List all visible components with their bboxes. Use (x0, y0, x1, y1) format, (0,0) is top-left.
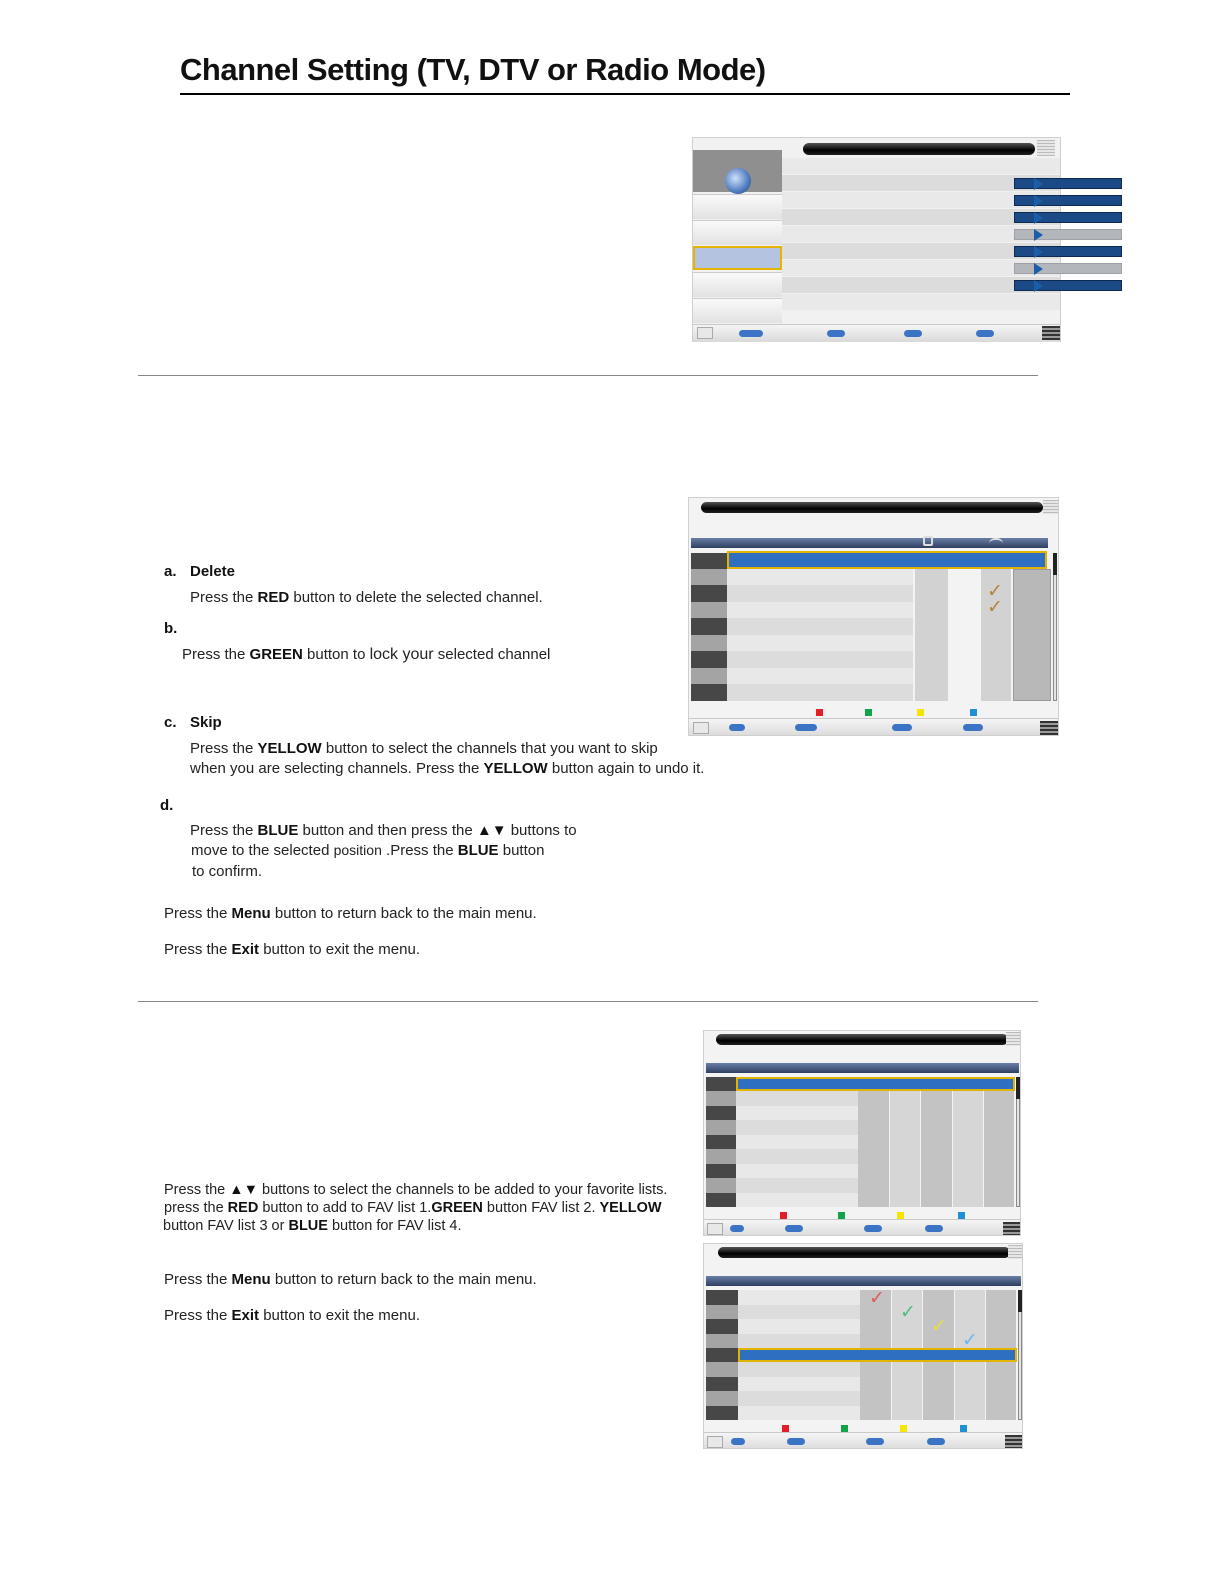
table-row[interactable] (738, 1362, 860, 1377)
menu-row[interactable] (782, 192, 1060, 208)
table-row[interactable] (736, 1149, 858, 1164)
menu-side-item[interactable] (693, 220, 782, 245)
menu-row-bar (1014, 280, 1122, 291)
nav-button[interactable] (739, 330, 763, 337)
menu-side-item[interactable] (693, 298, 782, 323)
channel-number-cell (706, 1178, 736, 1193)
menu-row-bar (1014, 212, 1122, 223)
table-row[interactable] (727, 635, 913, 651)
table-row[interactable] (738, 1290, 860, 1305)
function-button[interactable] (864, 1225, 882, 1232)
channel-number-cell (691, 651, 727, 668)
fav3-check-icon: ✓ (931, 1315, 947, 1337)
table-row[interactable] (736, 1135, 858, 1149)
menu-row-bar (1014, 246, 1122, 257)
yellow-key-icon (900, 1425, 907, 1432)
channel-number-cell (706, 1319, 738, 1334)
channel-number-cell (691, 569, 727, 585)
table-row[interactable] (738, 1391, 860, 1406)
arrow-right-icon (1034, 263, 1043, 275)
title-rule (180, 93, 1070, 95)
menu-row (782, 294, 1060, 310)
table-row[interactable] (727, 569, 913, 585)
blue-key-icon (970, 709, 977, 716)
channel-number-cell (706, 1334, 738, 1348)
favorite-list-result-screenshot (703, 1243, 1023, 1449)
channel-number-cell (691, 618, 727, 635)
fav2-column (890, 1091, 920, 1207)
menu-row-bar (1014, 195, 1122, 206)
channel-number-cell (706, 1164, 736, 1178)
item-marker: a. (164, 563, 177, 580)
table-row[interactable] (736, 1120, 858, 1135)
selected-channel-row[interactable] (727, 551, 1047, 569)
table-row[interactable] (738, 1305, 860, 1319)
table-row[interactable] (736, 1106, 858, 1120)
table-bottom-bar (689, 718, 1058, 736)
table-header (706, 1276, 1021, 1286)
channel-number-cell (706, 1290, 738, 1305)
channel-number-cell (691, 684, 727, 701)
table-row[interactable] (727, 684, 913, 701)
arrow-right-icon (1034, 280, 1043, 292)
table-row[interactable] (738, 1319, 860, 1334)
menu-instruction: Press the Menu button to return back to the main menu. (164, 905, 537, 922)
table-title-bar (718, 1247, 1010, 1258)
item-marker: b. (164, 620, 178, 637)
nav-button[interactable] (731, 1438, 745, 1445)
table-header (706, 1063, 1019, 1073)
table-row[interactable] (738, 1334, 860, 1348)
extra-column (984, 1091, 1014, 1207)
table-row[interactable] (727, 602, 913, 618)
menu-side-item[interactable] (693, 194, 782, 219)
fav4-column (953, 1091, 983, 1207)
table-bottom-bar (704, 1219, 1020, 1236)
arrow-right-icon (1034, 195, 1043, 207)
scrollbar[interactable] (1053, 553, 1057, 701)
menu-row[interactable] (782, 277, 1060, 293)
arrow-right-icon (1034, 246, 1043, 258)
channel-number-cell (706, 1135, 736, 1149)
table-row[interactable] (727, 585, 913, 602)
red-key-icon (782, 1425, 789, 1432)
channel-number-cell (706, 1391, 738, 1406)
item-name: Skip (190, 714, 222, 731)
table-row[interactable] (736, 1193, 858, 1207)
menu-row[interactable] (782, 175, 1060, 191)
grid-icon (1042, 326, 1060, 340)
lock-text: Press the GREEN button to lock your selected channel (182, 646, 551, 663)
menu-row (782, 158, 1060, 174)
function-button[interactable] (827, 330, 845, 337)
channel-number-cell (706, 1091, 736, 1106)
delete-text: Press the RED button to delete the selected channel. (190, 589, 543, 606)
table-title-bar (701, 502, 1043, 513)
menu-row-bar (1014, 178, 1122, 189)
channel-number-cell (691, 635, 727, 651)
channel-number-cell (706, 1077, 736, 1091)
menu-icon (697, 327, 713, 339)
page-title: Channel Setting (TV, DTV or Radio Mode) (180, 52, 766, 87)
nav-button[interactable] (729, 724, 745, 731)
move-text-3: to confirm. (192, 863, 263, 880)
menu-title-bar (803, 143, 1035, 155)
menu-side-item[interactable] (693, 272, 782, 297)
menu-row[interactable] (782, 243, 1060, 259)
selected-channel-row[interactable] (736, 1077, 1015, 1091)
channel-number-cell (706, 1362, 738, 1377)
skip-check-icon: ✓ (987, 596, 1003, 618)
exit-instruction: Press the Exit button to exit the menu. (164, 941, 420, 958)
menu-side-header (693, 150, 782, 192)
channel-edit-screenshot (688, 497, 1059, 736)
yellow-key-icon (917, 709, 924, 716)
skip-icon (989, 538, 1003, 547)
function-button[interactable] (904, 330, 922, 337)
table-corner-icon (1043, 500, 1059, 514)
side-panel (1013, 569, 1051, 701)
menu-row-bar (1014, 263, 1122, 274)
fav1-check-icon: ✓ (869, 1287, 885, 1309)
table-corner-icon (1006, 1032, 1021, 1046)
fav-text-3: button FAV list 3 or BLUE button for FAV list 4. (163, 1218, 462, 1234)
channel-number-cell (706, 1348, 738, 1362)
channel-number-cell (706, 1120, 736, 1135)
function-button[interactable] (795, 724, 817, 731)
menu-bottom-bar (693, 324, 1060, 342)
channel-number-cell (706, 1193, 736, 1207)
item-marker: d. (160, 797, 174, 814)
channel-number-cell (691, 668, 727, 684)
skip-check-icon: ✓ (987, 580, 1003, 602)
function-button[interactable] (892, 724, 912, 731)
function-button[interactable] (866, 1438, 884, 1445)
arrow-right-icon (1034, 229, 1043, 241)
move-text-1: Press the BLUE button and then press the ▲▼ buttons to (190, 822, 577, 839)
skip-text-2: when you are selecting channels. Press the YELLOW button again to undo it. (190, 760, 705, 777)
fav-text-2: press the RED button to add to FAV list 1.GREEN button FAV list 2. YELLOW (164, 1200, 662, 1216)
menu-row[interactable] (782, 209, 1060, 225)
menu-instruction: Press the Menu button to return back to the main menu. (164, 1271, 537, 1288)
table-row[interactable] (727, 618, 913, 635)
section-divider (138, 1001, 1038, 1002)
menu-corner-icon (1037, 140, 1055, 156)
section-divider (138, 375, 1038, 376)
red-key-icon (780, 1212, 787, 1219)
channel-number-cell (706, 1106, 736, 1120)
green-key-icon (838, 1212, 845, 1219)
menu-row[interactable] (782, 260, 1060, 276)
channel-number-cell (706, 1149, 736, 1164)
fav3-column (921, 1091, 952, 1207)
menu-icon (693, 722, 709, 734)
function-button[interactable] (787, 1438, 805, 1445)
lock-column (915, 569, 948, 701)
exit-instruction: Press the Exit button to exit the menu. (164, 1307, 420, 1324)
function-button[interactable] (785, 1225, 803, 1232)
table-row[interactable] (736, 1178, 858, 1193)
scrollbar-thumb[interactable] (1016, 1077, 1020, 1099)
green-key-icon (841, 1425, 848, 1432)
grid-icon (1040, 721, 1058, 735)
function-button[interactable] (927, 1438, 945, 1445)
blue-key-icon (960, 1425, 967, 1432)
blue-key-icon (958, 1212, 965, 1219)
item-name: Delete (190, 563, 236, 580)
table-bottom-bar (704, 1432, 1022, 1449)
fav4-check-icon: ✓ (962, 1329, 978, 1351)
fav-text-1: Press the ▲▼ buttons to select the channels to be added to your favorite lists. (164, 1182, 668, 1198)
channel-number-cell (691, 553, 727, 569)
table-row[interactable] (738, 1406, 860, 1420)
channel-number-cell (691, 585, 727, 602)
menu-row[interactable] (782, 226, 1060, 242)
table-title-bar (716, 1034, 1008, 1045)
scrollbar-thumb[interactable] (1053, 553, 1057, 575)
green-key-icon (865, 709, 872, 716)
table-corner-icon (1008, 1245, 1023, 1259)
red-key-icon (816, 709, 823, 716)
table-row[interactable] (727, 651, 913, 668)
arrow-right-icon (1034, 178, 1043, 190)
move-text-2: move to the selected position .Press the BLUE button (191, 842, 545, 859)
table-row[interactable] (738, 1377, 860, 1391)
channel-number-cell (706, 1305, 738, 1319)
scrollbar-thumb[interactable] (1018, 1290, 1022, 1312)
grid-icon (1003, 1222, 1021, 1236)
skip-text-1: Press the YELLOW button to select the channels that you want to skip (190, 740, 658, 757)
channel-menu-screenshot (692, 137, 1061, 342)
satellite-dish-icon (725, 168, 751, 194)
channel-number-cell (706, 1377, 738, 1391)
menu-side-item-selected[interactable] (693, 246, 782, 270)
table-row[interactable] (736, 1164, 858, 1178)
item-marker: c. (164, 714, 177, 731)
fav2-check-icon: ✓ (900, 1301, 916, 1323)
function-button[interactable] (963, 724, 983, 731)
favorite-list-screenshot (703, 1030, 1021, 1236)
menu-row-bar (1014, 229, 1122, 240)
lock-icon (923, 536, 933, 546)
channel-number-cell (691, 602, 727, 618)
menu-icon (707, 1436, 723, 1448)
table-row[interactable] (727, 668, 913, 684)
menu-icon (707, 1223, 723, 1235)
arrow-right-icon (1034, 212, 1043, 224)
fav1-column (858, 1091, 889, 1207)
yellow-key-icon (897, 1212, 904, 1219)
table-row[interactable] (736, 1091, 858, 1106)
function-button[interactable] (976, 330, 994, 337)
function-button[interactable] (925, 1225, 943, 1232)
channel-number-cell (706, 1406, 738, 1420)
grid-icon (1005, 1435, 1023, 1449)
nav-button[interactable] (730, 1225, 744, 1232)
